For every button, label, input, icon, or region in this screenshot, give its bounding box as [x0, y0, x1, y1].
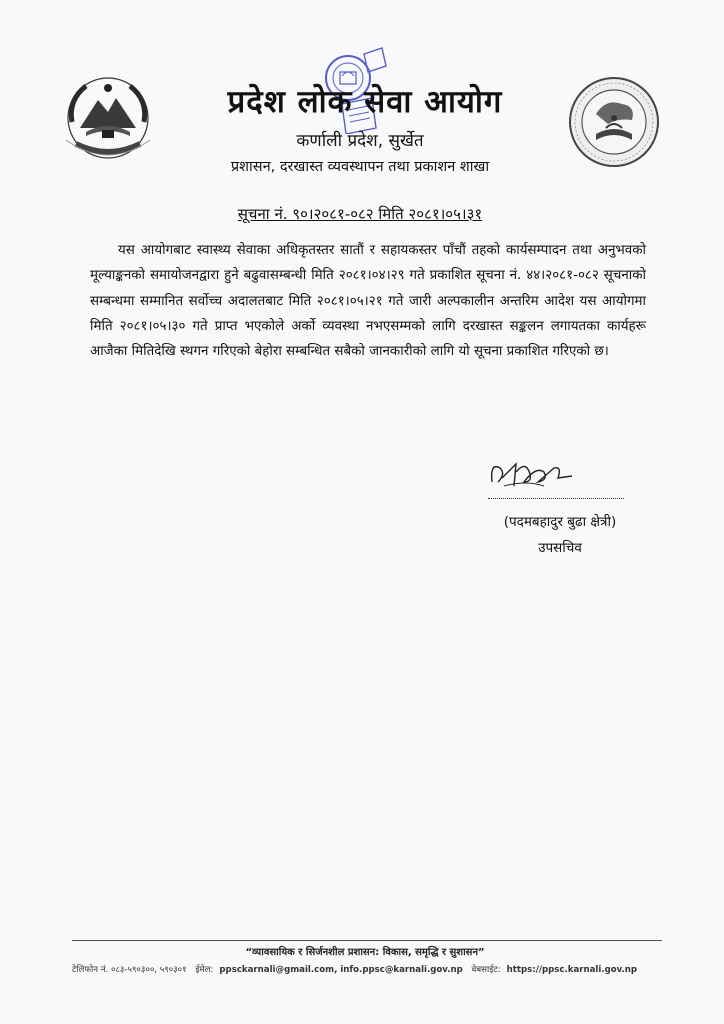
- footer-website[interactable]: https://ppsc.karnali.gov.np: [506, 965, 638, 975]
- nepal-emblem-icon: [58, 70, 158, 166]
- footer-divider: [72, 940, 662, 941]
- signature-line: [488, 490, 624, 499]
- footer-email[interactable]: ppsckarnali@gmail.com, info.ppsc@karnali.gov.np: [219, 965, 463, 975]
- signatory-name: (पदमबहादुर बुढा क्षेत्री): [503, 514, 617, 530]
- footer-phone: टेलिफोन नं. ०८३-५९०३००, ५९०३०१: [72, 965, 187, 975]
- organization-location: कर्णाली प्रदेश, सुर्खेत: [296, 131, 424, 151]
- notice-body: यस आयोगबाट स्वास्थ्य सेवाका अधिकृतस्तर सातौं र सहायकस्तर पाँचौं तहको कार्यसम्पादन तथा अनुभवको मूल्याङ्कनको समायोजनद्वारा हुने बढुवासम्बन्धी मिति २०८१।०४।२९ गते प्रकाशित सूचना नं. ४४।२०८१-०८२ सूचनाको सम्बन्धमा सम्मानित सर्वोच्च अदालतबाट मिति २०८१।०५।२१ गते जारी अल्पकालीन अन्तरिम आदेश यस आयोगमा मिति २०८१।०५।३० गते प्राप्त भएकोले अर्को व्यवस्था नभएसम्मको लागि दरखास्त सङ्कलन लगायतका कार्यहरू आजैका मितिदेखि स्थगन गरिएको बेहोरा सम्बन्धित सबैको जानकारीको लागि यो सूचना प्रकाशित गरिएको छ।: [90, 243, 646, 360]
- organization-branch: प्रशासन, दरखास्त व्यवस्थापन तथा प्रकाशन शाखा: [230, 159, 490, 175]
- footer-email-label: ईमेल:: [195, 965, 214, 975]
- karnali-psc-seal-icon: [566, 74, 662, 170]
- footer-contact: [72, 963, 662, 975]
- organization-title: प्रदेश लोक सेवा आयोग: [227, 84, 503, 120]
- signatory-designation: उपसचिव: [538, 540, 582, 556]
- notice-reference: सूचना नं. ९०।२०८१-०८२ मिति २०८१।०५।३१: [237, 205, 483, 223]
- footer-website-label: वेबसाईट:: [471, 965, 501, 975]
- footer-motto: “व्यावसायिक र सिर्जनशील प्रशासन: विकास, समृद्धि र सुशासन”: [245, 947, 485, 958]
